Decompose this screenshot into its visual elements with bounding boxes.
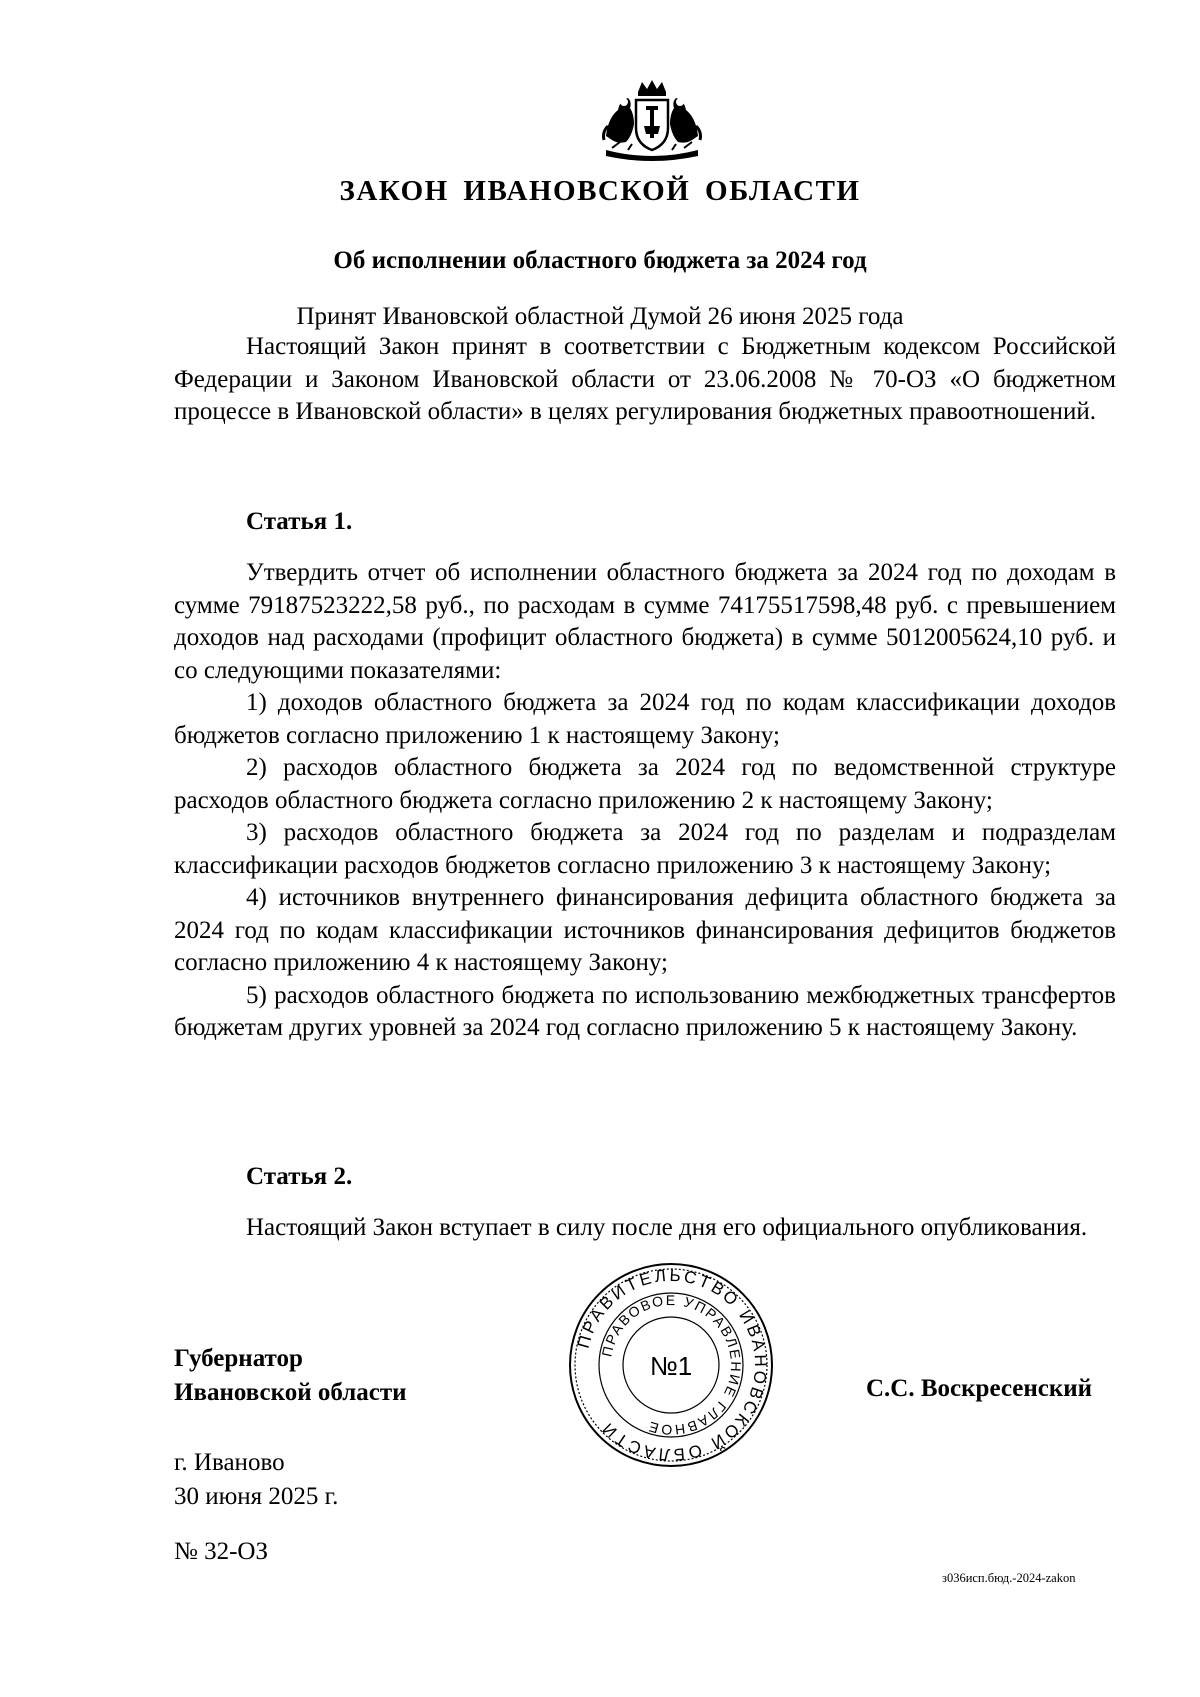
file-code: з036исп.бюд.-2024-zakon	[942, 1571, 1076, 1585]
law-subtitle: Об исполнении областного бюджета за 2024 год	[333, 247, 867, 274]
seal-inner-text: ПРАВОВОЕ УПРАВЛЕНИЕ ГЛАВНОЕ	[598, 1291, 745, 1439]
article-1-item: 4) источников внутреннего финансирования дефицита областного бюджета за 2024 год по кодам классификации источников финансирования дефицитов бюджетов согласно приложению 4 к настоящему Закону;	[174, 884, 1116, 976]
article-1-heading: Статья 1.	[246, 508, 353, 535]
article-2-text: Настоящий Закон вступает в силу после дня его официального опубликования.	[246, 1214, 1088, 1241]
signatory-position-line-1: Губернатор	[174, 1345, 303, 1372]
article-1-item: 3) расходов областного бюджета за 2024 год по разделам и подразделам классификации расходов бюджетов согласно приложению 3 к настоящему Закону;	[174, 819, 1116, 879]
article-1-intro: Утвердить отчет об исполнении областного бюджета за 2024 год по доходам в сумме 79187523222,58 руб., по расходам в сумме 74175517598,48 руб. с превышением доходов над расходами (профицит областного бюджета) в сумме 5012005624,10 руб. и со следующими показателями:	[174, 559, 1116, 684]
signatory-name: С.С. Воскресенский	[866, 1375, 1093, 1402]
law-title: ЗАКОН ИВАНОВСКОЙ ОБЛАСТИ	[339, 175, 861, 207]
article-1-item: 2) расходов областного бюджета за 2024 год по ведомственной структуре расходов областного бюджета согласно приложению 2 к настоящему Закону;	[174, 754, 1116, 814]
signing-date: 30 июня 2025 г.	[174, 1483, 339, 1510]
article-2-block	[174, 1212, 1116, 1245]
seal-outer-text: ПРАВИТЕЛЬСТВО ИВАНОВСКОЙ ОБЛАСТИ	[573, 1265, 771, 1465]
signing-place-date	[174, 1446, 338, 1514]
official-seal-stamp	[567, 1261, 775, 1469]
preamble-block	[174, 331, 1116, 429]
law-number: № 32-ОЗ	[174, 1538, 269, 1565]
article-1-block	[174, 557, 1116, 1045]
article-2-heading: Статья 2.	[246, 1163, 353, 1190]
signatory-position-line-2: Ивановской области	[174, 1379, 407, 1406]
seal-center-number: №1	[649, 1351, 693, 1381]
adoption-line: Принят Ивановской областной Думой 26 июня 2025 года	[296, 303, 904, 330]
signing-place: г. Иваново	[174, 1449, 285, 1476]
article-1-item: 5) расходов областного бюджета по использованию межбюджетных трансфертов бюджетам других уровней за 2024 год согласно приложению 5 к настоящему Закону.	[174, 981, 1116, 1041]
article-1-item: 1) доходов областного бюджета за 2024 год по кодам классификации доходов бюджетов согласно приложению 1 к настоящему Закону;	[174, 689, 1116, 749]
coat-of-arms-emblem	[598, 78, 706, 164]
preamble-paragraph: Настоящий Закон принят в соответствии с Бюджетным кодексом Российской Федерации и Законом Ивановской области от 23.06.2008 № 70-ОЗ «О бюджетном процессе в Ивановской области» в целях регулирования бюджетных правоотношений.	[174, 333, 1116, 425]
signatory-position	[174, 1342, 407, 1410]
